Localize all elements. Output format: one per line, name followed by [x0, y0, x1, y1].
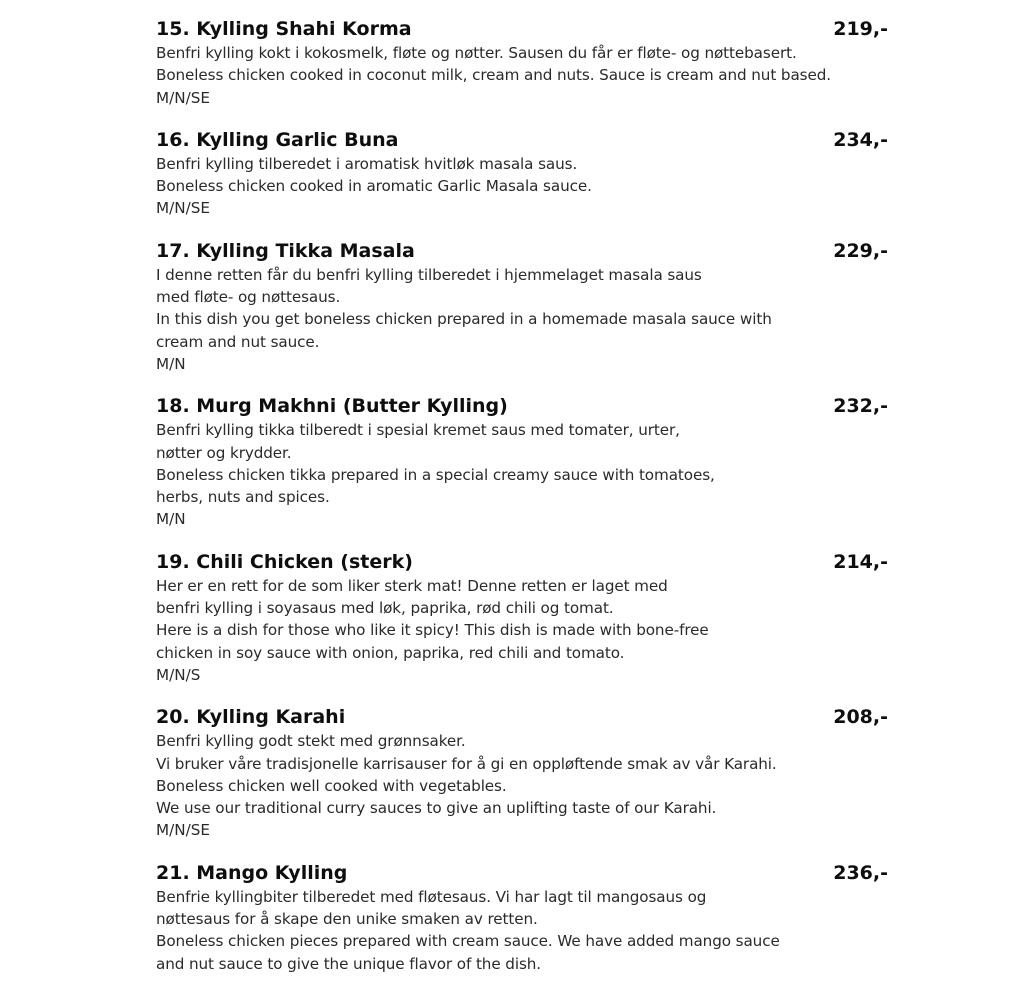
menu-item	[156, 395, 888, 530]
menu-item-header	[156, 395, 888, 419]
menu-item-price: 208,-	[833, 706, 888, 729]
menu-item	[156, 862, 888, 975]
menu-item-description: benfri kylling i soyasaus med løk, paprika, rød chili og tomat.	[156, 599, 614, 618]
menu-item-name: 17. Kylling Tikka Masala	[156, 239, 415, 262]
menu-item-description: Boneless chicken well cooked with vegetables.	[156, 776, 507, 795]
menu-item-description: nøttesaus for å skape den unike smaken av retten.	[156, 910, 538, 929]
menu-item-header	[156, 862, 888, 886]
menu-item-description: I denne retten får du benfri kylling tilberedet i hjemmelaget masala saus	[156, 265, 702, 284]
menu-item-header	[156, 240, 888, 264]
menu-item-header	[156, 129, 888, 153]
allergen-tags: M/N/SE	[156, 199, 210, 218]
menu-item-description: chicken in soy sauce with onion, paprika, red chili and tomato.	[156, 643, 625, 662]
menu-item-description: Boneless chicken pieces prepared with cream sauce. We have added mango sauce	[156, 932, 780, 951]
menu-item	[156, 18, 888, 109]
menu-item-description: Benfrie kyllingbiter tilberedet med fløtesaus. Vi har lagt til mangosaus og	[156, 887, 707, 906]
menu-item-description: In this dish you get boneless chicken prepared in a homemade masala sauce with	[156, 310, 772, 329]
menu-item	[156, 240, 888, 375]
menu-item-description: We use our traditional curry sauces to give an uplifting taste of our Karahi.	[156, 799, 717, 818]
allergen-tags: M/N	[156, 354, 186, 373]
menu-item-name: 21. Mango Kylling	[156, 861, 348, 884]
menu-item-description: Boneless chicken cooked in coconut milk, cream and nuts. Sauce is cream and nut based.	[156, 66, 831, 85]
menu-item-price: 214,-	[833, 550, 888, 573]
menu-item-description: cream and nut sauce.	[156, 332, 320, 351]
menu-item-header	[156, 706, 888, 730]
menu-list	[156, 18, 888, 995]
menu-item	[156, 129, 888, 220]
menu-item-name: 19. Chili Chicken (sterk)	[156, 550, 413, 573]
menu-item-description: Here is a dish for those who like it spicy! This dish is made with bone-free	[156, 621, 709, 640]
menu-item-description: Boneless chicken tikka prepared in a special creamy sauce with tomatoes,	[156, 465, 715, 484]
menu-item-price: 236,-	[833, 861, 888, 884]
menu-item-price: 229,-	[833, 239, 888, 262]
menu-item-header	[156, 18, 888, 42]
menu-item-description: Vi bruker våre tradisjonelle karrisauser for å gi en oppløftende smak av vår Karahi.	[156, 754, 777, 773]
menu-item-name: 15. Kylling Shahi Korma	[156, 18, 412, 40]
allergen-tags: M/N	[156, 510, 186, 529]
menu-item-description: Benfri kylling godt stekt med grønnsaker.	[156, 732, 466, 751]
allergen-tags: M/N/S	[156, 665, 201, 684]
menu-item-description: med fløte- og nøttesaus.	[156, 288, 341, 307]
menu-item-description: Benfri kylling tikka tilberedt i spesial kremet saus med tomater, urter,	[156, 421, 680, 440]
menu-item-description: nøtter og krydder.	[156, 443, 292, 462]
menu-item-description: and nut sauce to give the unique flavor of the dish.	[156, 954, 542, 973]
menu-item-price: 232,-	[833, 395, 888, 418]
menu-item-name: 20. Kylling Karahi	[156, 706, 346, 729]
allergen-tags: M/N/SE	[156, 821, 210, 840]
menu-item-name: 18. Murg Makhni (Butter Kylling)	[156, 395, 508, 418]
menu-item-description: Her er en rett for de som liker sterk mat! Denne retten er laget med	[156, 576, 668, 595]
menu-item	[156, 551, 888, 686]
menu-item-header	[156, 551, 888, 575]
menu-item-description: herbs, nuts and spices.	[156, 488, 330, 507]
menu-item-price: 219,-	[833, 18, 888, 40]
menu-item-description: Benfri kylling kokt i kokosmelk, fløte og nøtter. Sausen du får er fløte- og nøttebasert.	[156, 44, 797, 62]
menu-item-name: 16. Kylling Garlic Buna	[156, 128, 399, 151]
menu-item	[156, 706, 888, 841]
menu-item-price: 234,-	[833, 128, 888, 151]
allergen-tags: M/N/SE	[156, 88, 210, 107]
menu-item-description: Boneless chicken cooked in aromatic Garlic Masala sauce.	[156, 177, 592, 196]
menu-item-description: Benfri kylling tilberedet i aromatisk hvitløk masala saus.	[156, 154, 578, 173]
